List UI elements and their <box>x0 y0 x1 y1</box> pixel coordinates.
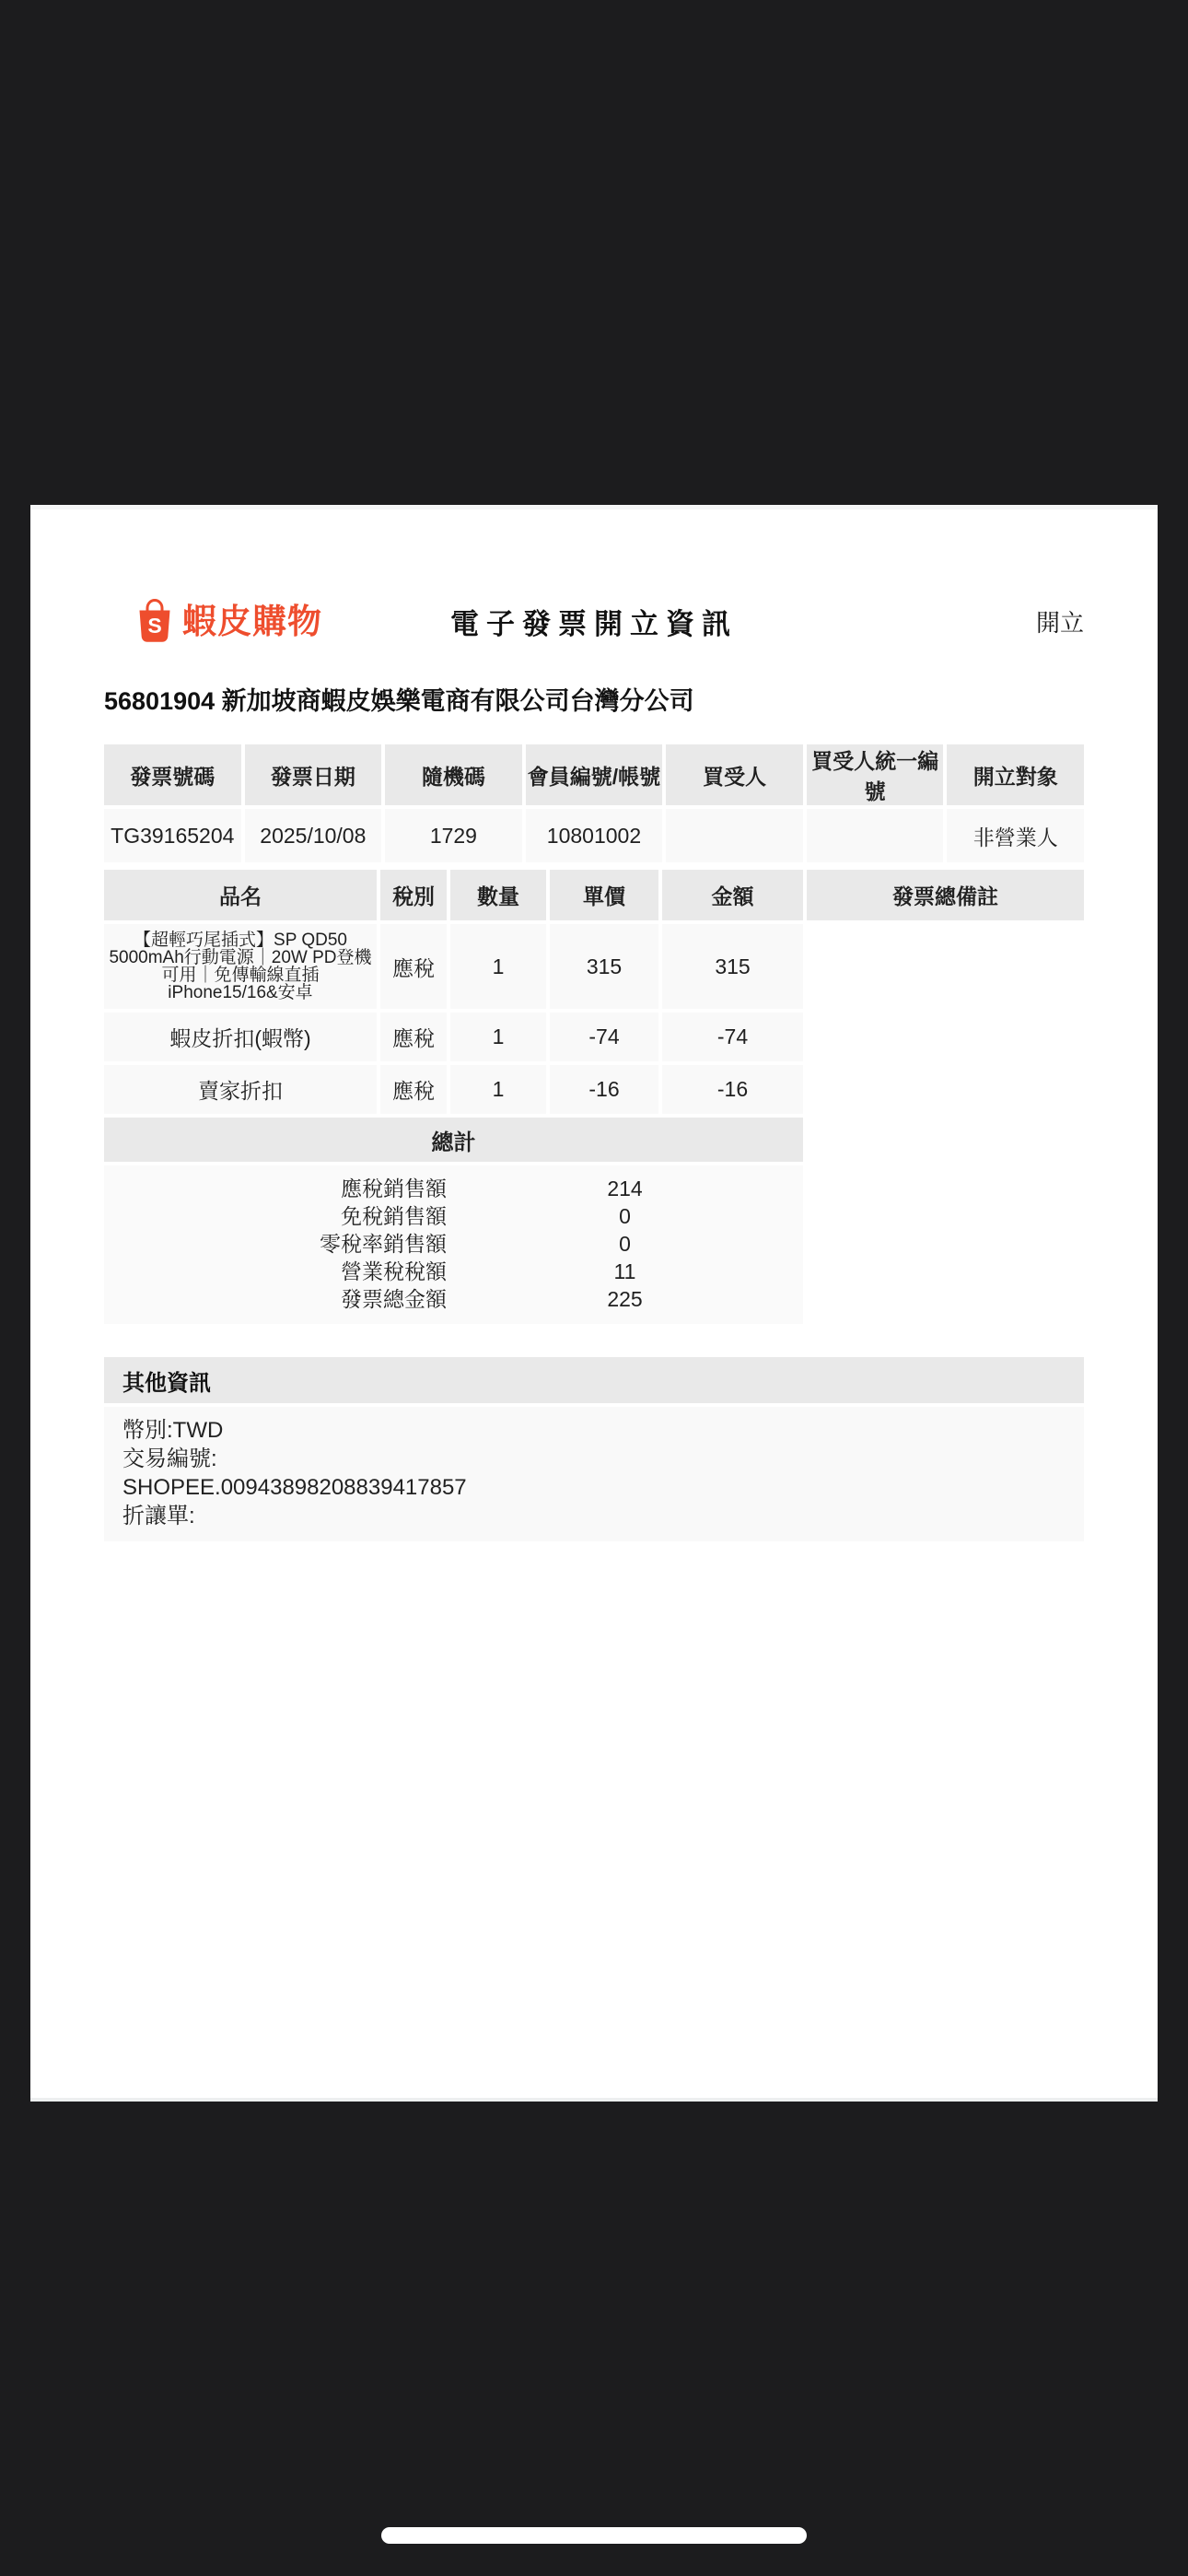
item-qty: 1 <box>450 924 546 1009</box>
header-buyer: 買受人 <box>666 744 803 805</box>
item-tax: 應稅 <box>380 1065 447 1114</box>
header-invoice-remark: 發票總備註 <box>807 870 1084 920</box>
invoice-meta-table <box>100 741 1088 866</box>
invoice-no-value: TG39165204 <box>104 809 241 862</box>
invoice-remark-value <box>807 924 1084 1324</box>
header-invoice-no: 發票號碼 <box>104 744 241 805</box>
item-tax: 應稅 <box>380 924 447 1009</box>
issue-action-link[interactable]: 開立 <box>1035 608 1084 637</box>
random-code-value: 1729 <box>385 809 522 862</box>
shopee-logo-letter: S <box>147 614 162 638</box>
issue-type-value: 非營業人 <box>947 809 1084 862</box>
meta-header-row <box>104 744 1084 805</box>
header-unit-price: 單價 <box>550 870 658 920</box>
summary-value: 225 <box>607 1287 643 1311</box>
items-header-row <box>104 870 1084 920</box>
item-name: 賣家折扣 <box>104 1065 377 1114</box>
meta-value-row <box>104 809 1084 862</box>
header-invoice-date: 發票日期 <box>245 744 382 805</box>
summary-block <box>104 1165 803 1324</box>
header-issue-type: 開立對象 <box>947 744 1084 805</box>
summary-value: 214 <box>607 1177 643 1200</box>
summary-label: 應稅銷售額 <box>341 1177 447 1200</box>
page-title: 電子發票開立資訊 <box>450 607 738 640</box>
other-info-section <box>104 1357 1084 1541</box>
info-line-allowance: 折讓單: <box>122 1504 195 1528</box>
header-tax-type: 稅別 <box>380 870 447 920</box>
invoice-items-table <box>100 866 1088 1328</box>
summary-label: 發票總金額 <box>341 1287 447 1311</box>
summary-label: 零稅率銷售額 <box>320 1232 447 1256</box>
header-amount: 金額 <box>662 870 803 920</box>
summary-row <box>104 1285 803 1313</box>
other-info-body <box>104 1407 1084 1541</box>
item-unit-price: -74 <box>550 1013 658 1061</box>
buyer-value <box>666 809 803 862</box>
summary-label: 免稅銷售額 <box>341 1204 447 1228</box>
shopee-brand <box>135 598 322 644</box>
item-row <box>104 924 1084 1009</box>
info-line-transaction-label: 交易編號: <box>122 1446 217 1471</box>
header-quantity: 數量 <box>450 870 546 920</box>
summary-value: 0 <box>619 1204 631 1228</box>
item-amount: 315 <box>662 924 803 1009</box>
buyer-tax-id-value <box>807 809 944 862</box>
invoice-document <box>30 505 1158 2102</box>
item-tax: 應稅 <box>380 1013 447 1061</box>
item-name: 【超輕巧尾插式】SP QD50 5000mAh行動電源｜20W PD登機可用｜免傳輸線直插 iPhone15/16&安卓 <box>104 924 377 1009</box>
grand-total-label: 總計 <box>104 1118 803 1162</box>
item-qty: 1 <box>450 1065 546 1114</box>
item-amount: -74 <box>662 1013 803 1061</box>
summary-value: 0 <box>619 1232 631 1256</box>
header-random-code: 隨機碼 <box>385 744 522 805</box>
summary-row <box>104 1175 803 1202</box>
member-id-value: 10801002 <box>526 809 663 862</box>
header-item-name: 品名 <box>104 870 377 920</box>
brand-name: 蝦皮購物 <box>182 602 322 640</box>
header-member-id: 會員編號/帳號 <box>526 744 663 805</box>
item-name: 蝦皮折扣(蝦幣) <box>104 1013 377 1061</box>
item-unit-price: -16 <box>550 1065 658 1114</box>
item-unit-price: 315 <box>550 924 658 1009</box>
summary-row <box>104 1230 803 1258</box>
header-buyer-tax-id: 買受人統一編號 <box>807 744 944 805</box>
invoice-date-value: 2025/10/08 <box>245 809 382 862</box>
summary-row <box>104 1202 803 1230</box>
summary-value: 11 <box>613 1259 636 1283</box>
home-indicator-bar[interactable] <box>381 2527 807 2544</box>
summary-label: 營業稅稅額 <box>341 1259 447 1283</box>
info-line-transaction-id: SHOPEE.00943898208839417857 <box>122 1475 467 1500</box>
item-amount: -16 <box>662 1065 803 1114</box>
summary-row <box>104 1258 803 1285</box>
item-qty: 1 <box>450 1013 546 1061</box>
info-line-currency: 幣別:TWD <box>122 1418 224 1443</box>
other-info-title: 其他資訊 <box>104 1357 1084 1403</box>
shopee-bag-icon <box>135 598 174 644</box>
seller-info: 56801904 新加坡商蝦皮娛樂電商有限公司台灣分公司 <box>104 687 694 715</box>
document-header <box>104 591 1084 651</box>
